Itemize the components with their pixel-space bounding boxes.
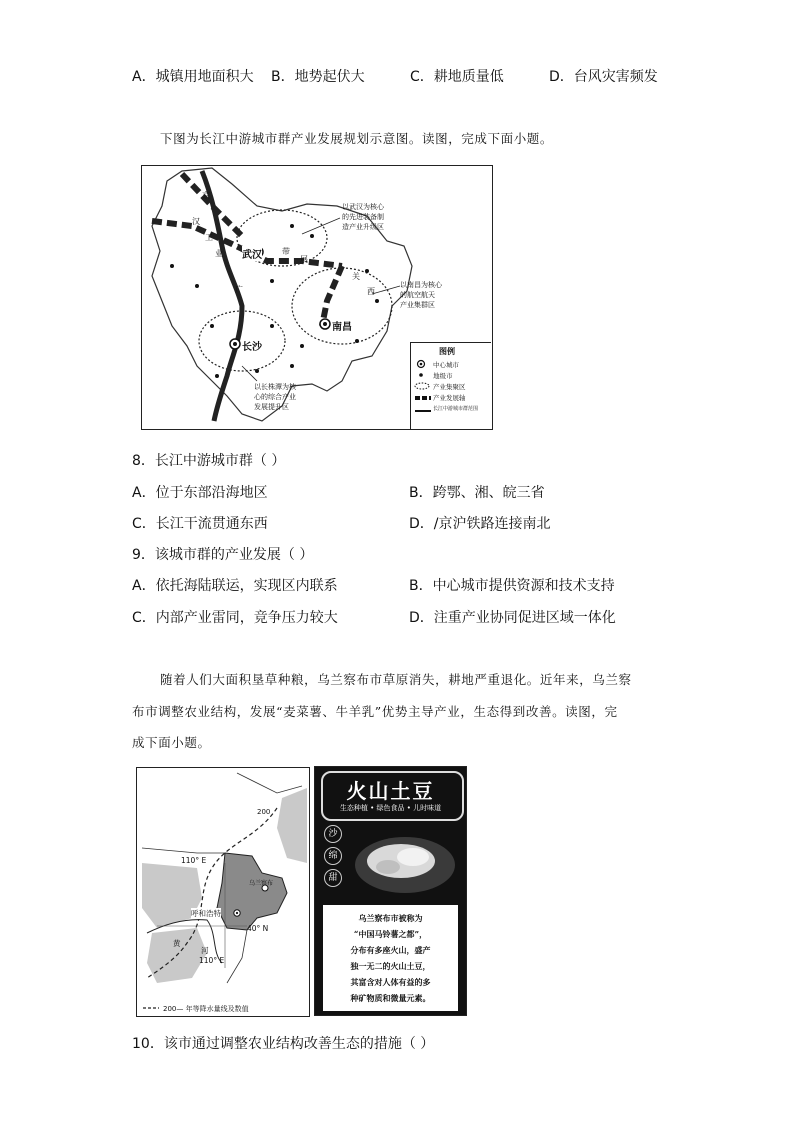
q9-option-c: C．内部产业雷同，竞争压力较大 (132, 610, 338, 626)
legend-title: 图例 (439, 347, 455, 356)
poster-side-char: 甜 (324, 869, 342, 887)
map2-legend: 200— 年等降水量线及数值 (163, 1005, 249, 1013)
longitude-label-bottom: 110° E (199, 956, 225, 965)
annotation-wuhan-zone: 以武汉为核心 的先进装备制 造产业升级区 (342, 203, 384, 231)
axis-char: 展 (300, 255, 308, 264)
q8-option-a: A．位于东部沿海地区 (132, 485, 268, 501)
q8-option-c: C．长江干流贯通东西 (132, 516, 268, 532)
poster-text-box: 乌兰察布市被称为 “中国马铃薯之都”， 分布有多座火山，盛产 独一无二的火山土豆， 其富含对人体有益的多 种矿物质和微量元素。 (323, 905, 458, 1011)
city-label-huhehaote: 呼和浩特 (191, 909, 221, 918)
poster-subtitle: 生态种植 • 绿色食品 • 儿时味道 (339, 804, 442, 812)
axis-char: 业 (215, 249, 223, 258)
q9-stem: 9．该城市群的产业发展（ ） (132, 547, 314, 563)
q10-stem: 10．该市通过调整农业结构改善生态的措施（ ） (132, 1036, 435, 1052)
axis-char: 汉 (192, 217, 200, 226)
axis-char: 带 (282, 247, 290, 256)
city-label-nanchang: 南昌 (332, 318, 352, 333)
river-label-2: 河 (201, 946, 209, 955)
axis-char: 关 (352, 272, 360, 281)
river-label-1: 黄 (173, 939, 181, 948)
axis-char: 广 (235, 285, 243, 294)
prefecture-city-dots (170, 224, 379, 378)
city-cluster-map (141, 165, 493, 430)
q7-option-a: A．城镇用地面积大 (132, 69, 254, 85)
map-legend (410, 342, 491, 429)
q8-stem: 8．长江中游城市群（ ） (132, 453, 286, 469)
q9-option-b: B．中心城市提供资源和技术支持 (409, 578, 615, 594)
longitude-label-top: 110° E (181, 856, 207, 865)
intro-paragraph-2-line3: 成下面小题。 (132, 735, 211, 750)
annotation-nanchang-zone: 以南昌为核心 的航空航天 产业集群区 (400, 281, 442, 309)
poster-side-char: 绵 (324, 847, 342, 865)
city-label-changsha: 长沙 (242, 338, 262, 353)
development-axis-nanchang (322, 266, 342, 326)
poster-title: 火山土豆 (346, 779, 435, 803)
q9-option-a: A．依托海陆联运，实现区内联系 (132, 578, 338, 594)
q7-option-d: D．台风灾害频发 (549, 69, 658, 85)
city-label-wulanchabu: 乌兰察布 (249, 880, 274, 887)
wulanchabu-map (136, 767, 310, 1017)
poster-side-char: 沙 (324, 825, 342, 843)
wulanchabu-region (217, 853, 287, 930)
axis-char: 工 (205, 233, 213, 242)
q7-option-b: B．地势起伏大 (271, 69, 365, 85)
isoline-label: 200 (257, 808, 271, 816)
intro-paragraph-1: 下图为长江中游城市群产业发展规划示意图。读图，完成下面小题。 (160, 131, 554, 146)
city-label-wuhan: 武汉 (242, 246, 262, 261)
q8-option-b: B．跨鄂、湘、皖三省 (409, 485, 545, 501)
q8-option-d: D．/京沪铁路连接南北 (409, 516, 551, 532)
axis-char: 西 (367, 287, 375, 296)
volcano-potato-poster (314, 766, 467, 1016)
intro-paragraph-2-line2: 布市调整农业结构，发展“麦菜薯、牛羊乳”优势主导产业，生态得到改善。读图，完 (132, 704, 618, 719)
axis-char: 京 (202, 191, 210, 200)
q9-option-d: D．注重产业协同促进区域一体化 (409, 610, 616, 626)
annotation-changsha-zone: 以长株潭为核 心的综合产业 发展提升区 (254, 383, 296, 411)
yangtze-river (202, 171, 242, 421)
q7-option-c: C．耕地质量低 (410, 69, 504, 85)
intro-paragraph-2-line1: 随着人们大面积垦草种粮，乌兰察布市草原消失，耕地严重退化。近年来，乌兰察 (160, 672, 632, 687)
legend-items: 中心城市 地级市 产业集聚区 产业发展轴 长江中游城市群范围 (433, 361, 479, 412)
potato-image (343, 823, 463, 901)
latitude-label: 40° N (247, 924, 269, 933)
